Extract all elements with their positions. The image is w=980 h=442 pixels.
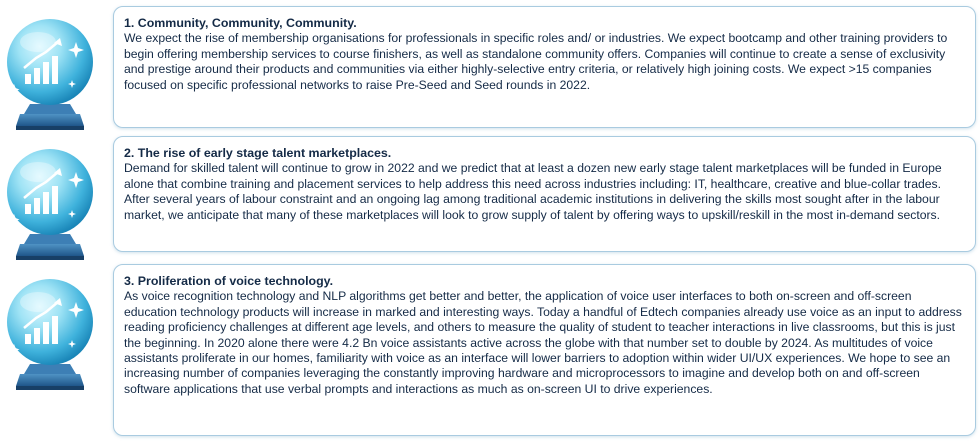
trophy-growth-chart-icon [0,272,100,398]
prediction-body: We expect the rise of membership organisations for professionals in specific roles and/ or industries. We expect bootcamp and other training providers to begin offering membership services to course finishers, as well as standalone community offers. Companies will continue to create a sense of exclusivity and prestige around their products and communities via either highly-selective entry criteria, or relatively high joining costs. We expect >15 companies focused on specific professional networks to raise Pre-Seed and Seed rounds in 2022. [124,31,948,92]
prediction-card [113,6,976,128]
prediction-item [0,258,980,438]
prediction-body: Demand for skilled talent will continue to grow in 2022 and we predict that at least a dozen new early stage talent marketplaces will be funded in Europe alone that combine training and placement services to help address this need across industries including: IT, healthcare, creative and blue-collar trades. After several years of labour constraint and an ongoing lag among traditional academic institutions in delivering the skills most sought after in the labour market, we anticipate that many of these marketplaces will look to grow supply of talent by offering ways to upskill/reskill in the most in-demand sectors. [124,161,942,222]
prediction-title: 1. Community, Community, Community. [124,16,357,30]
prediction-card [113,264,976,436]
prediction-body: As voice recognition technology and NLP algorithms get better and better, the application of voice user interfaces to both on-screen and off-screen education technology products will increase in marked and interesting ways. Today a handful of Edtech companies already use voice as an input to address reading proficiency challenges at different age levels, and others to measure the quality of student to teacher interactions in live classrooms, but this is just the beginning. In 2020 alone there were 4.2 Bn voice assistants active across the globe with that number set to double by 2024. As multitudes of voice assistants proliferate in our homes, familiarity with voice as an interface will lower barriers to adoption within wider UI/UX experiences. We hope to see an increasing number of companies leveraging the constantly improving hardware and microprocessors to imagine and develop both on and off-screen software applications that use verbal prompts and interactions as much as on-screen UI to drive experiences. [124,289,962,396]
trophy-growth-chart-icon [0,12,100,138]
prediction-title: 3. Proliferation of voice technology. [124,274,334,288]
trophy-growth-chart-icon [0,142,100,268]
prediction-title: 2. The rise of early stage talent marketplaces. [124,146,392,160]
prediction-card [113,136,976,252]
prediction-item [0,132,980,256]
prediction-item [0,0,980,132]
